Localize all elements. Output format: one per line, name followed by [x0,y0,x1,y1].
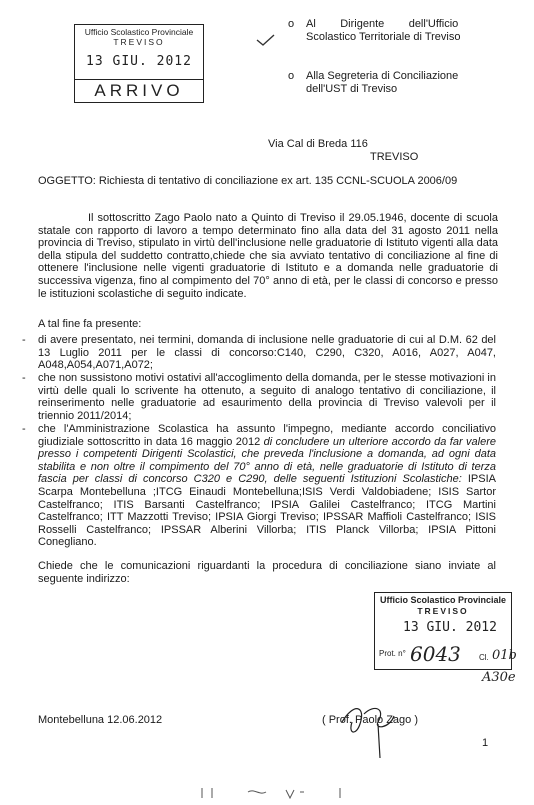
list-item: che non sussistono motivi ostativi all'accoglimento della domanda, per le stesse motivazioni in virtù delle quali lo scrivente ha ottenuto, a seguito di analogo tentativo di conciliazione, il reinserimento nelle graduatorie ad esaurimento della provincia di Treviso valevoli per il triennio 2011/2014; [38,372,496,422]
stamp-arrivo-label: ARRIVO [75,79,203,102]
recipient-bullet: o [288,18,295,30]
item3-schools: IPSIA Scarpa Montebelluna ;ITCG Einaudi Montebelluna;ISIS Verdi Valdobiadene; ISIS Sartor Castelfranco; ITIS Barsanti Castelfranco; IPSIA Galilei Castelfranco; ITCG Martini Castelfranco; ITT Mazzotti Treviso; IPSIA Giorgi Treviso; IPSSAR Maffioli Castelfranco; ISIS Rosselli Castelfranco; IPSSAR Alberini Villorba; ITIS Planck Villorba; IPSIA Pittoni Conegliano. [38,473,496,549]
stamp-cl-label: Cl. [479,653,489,662]
address-city: TREVISO [370,151,419,163]
stamp-office: Ufficio Scolastico Provinciale [379,595,507,605]
stamp-date: 13 GIU. 2012 [86,54,192,69]
signature-name: ( Prof. Paolo Zago ) [322,714,418,726]
list-dash: - [22,423,26,435]
recipient-2-line2: dell'UST di Treviso [306,82,398,95]
arrival-stamp [74,24,204,103]
intro-paragraph: Il sottoscritto Zago Paolo nato a Quinto di Treviso il 29.05.1946, docente di scuola statale con rapporto di lavoro a tempo determinato fino alla data del 31 agosto 2011 nella provincia di Treviso, stipulato in virtù dell'inclusione nelle graduatorie di Istituto vigenti alla data della stipula del suddetto contratto,chiede che sia avviato tentativo di conciliazione al fine di ottenere l'inclusione nelle vigenti graduatorie di Istituto e a domanda nelle graduatorie di successiva vigenza, fino al compimento del 70° anno di età, per le classi di concorso e presso le istituzioni scolastiche di seguito indicate. [38,212,498,300]
list-item [38,423,496,549]
protocol-number: 6043 [410,642,461,666]
class-value: 01b [492,648,517,663]
list-dash: - [22,372,26,384]
stamp-extra-note: A30e [482,670,516,685]
item3-intro: che l'Amministrazione Scolastica ha assunto l'impegno, mediante accordo conciliativo giudiziale sottoscritto in data 16 maggio 2012 [38,423,496,448]
list-item: di avere presentato, nei termini, domanda di inclusione nelle graduatorie di cui al D.M. 62 del 13 Luglio 2011 per le classi di concorso:C140, C290, C320, A016, A027, A047, A048,A054,A071,A072; [38,334,496,372]
closing-text: Chiede che le comunicazioni riguardanti la procedura di conciliazione siano inviate al seguente indirizzo: [38,560,496,585]
item3-italic: di concludere un ulteriore accordo da far valere presso i competenti Dirigenti Scolastici, che preveda l'inclusione a domanda, ad ogni data stabilita e non oltre il compimento del 70° anno di età, nelle graduatorie di Istituto di terza fascia per classi di concorso C320 e C290, delle seguenti Istituzioni Scolastiche: [38,435,496,486]
recipient-1-line2: Scolastico Territoriale di Treviso [306,30,461,43]
page-number: 1 [482,737,489,749]
stamp-office: Ufficio Scolastico Provinciale [84,27,194,37]
recipient-bullet: o [288,70,295,82]
recipient-1 [306,18,486,43]
stamp-city: TREVISO [417,606,469,616]
stamp-city: TREVISO [113,37,165,47]
lead-text: A tal fine fa presente: [38,318,142,330]
recipient-2 [306,70,486,95]
recipient-1-line1: Al Dirigente dell'Ufficio [306,18,459,30]
list-dash: - [22,334,26,346]
stamp-prot-label: Prot. n° [379,649,406,658]
place-date: Montebelluna 12.06.2012 [38,714,163,726]
subject-line: OGGETTO: Richiesta di tentativo di conciliazione ex art. 135 CCNL-SCUOLA 2006/09 [38,175,458,187]
scan-marks-icon [200,784,360,805]
signature-scribble-icon [334,700,414,767]
stamp-date: 13 GIU. 2012 [403,620,497,635]
check-mark-icon [255,32,277,53]
recipient-2-line1: Alla Segreteria di Conciliazione [306,70,459,82]
address-street: Via Cal di Breda 116 [268,138,368,150]
